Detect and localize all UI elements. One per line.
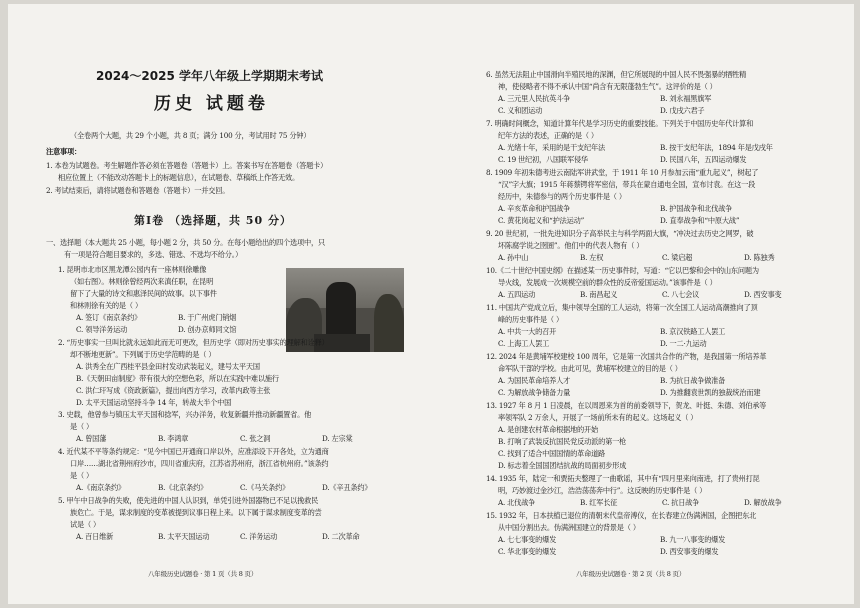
q15-line: 15. 1932 年，日本扶植已退位的清朝末代皇帝溥仪，在长春建立伪满洲国，企图把东北 (486, 511, 757, 520)
q10-line: 导火线，发展成一次规模空前的群众性的反帝爱国运动。”该事件是（ ） (498, 278, 717, 287)
q8-option-c: C. 黄花岗起义和“护法运动” (498, 216, 585, 225)
page-1-footer: 八年级历史试题卷 · 第 1 页（共 8 页） (148, 570, 258, 578)
q8-line: 经历中，朱德参与的两个历史事件是（ ） (498, 192, 626, 201)
q15-option-d: D. 西安事变的爆发 (660, 547, 719, 556)
q8-option-b: B. 护国战争和北伐战争 (660, 204, 733, 213)
q11-line: 峰的历史事件是（ ） (498, 315, 563, 324)
q1-line: 留下了大量的诗文和惠泽民间的故事。以下事件 (70, 289, 217, 298)
q4-line: 口岸……湖北省荆州府沙市，四川省重庆府，江苏省苏州府，浙江省杭州府。”该条约 (70, 459, 329, 468)
q3-option-d: D. 左宗棠 (322, 434, 353, 443)
q10-option-b: B. 南昌起义 (580, 290, 618, 299)
q14-option-d: D. 解放战争 (744, 498, 782, 507)
q9-option-d: D. 陈独秀 (744, 253, 775, 262)
q8-line: “汉”字大旗；1915 年蒋蔡锷将军密信，带兵在蒙自通电全国，宣布讨袁。在这一段 (498, 180, 756, 189)
q11-option-c: C. 上海工人罢工 (498, 339, 550, 348)
q13-option-a: A. 是创建农村革命根据地的开始 (498, 425, 598, 434)
q7-option-b: B. 按干支纪年法，1894 年是戊戌年 (660, 143, 773, 152)
q7-option-a: A. 光绪十年，采用的是干支纪年法 (498, 143, 605, 152)
section-1-intro-cont: 有一项是符合题目要求的，多选、错选、不选均不给分。） (64, 250, 243, 259)
q5-line: 族危亡。于是，谋求制度的变革被提到议事日程上来。以下属于谋求制度变革的尝 (70, 508, 322, 517)
notice-1: 1. 本卷为试题卷。考生解题作答必须在答题卷（答题卡）上。答案书写在答题卷（答题卡） (46, 161, 328, 170)
q5-option-d: D. 二次革命 (322, 532, 360, 541)
part-1-heading: 第Ⅰ卷 （选择题，共 50 分） (134, 214, 292, 227)
q14-line: 明，巧妙渡过金沙江，浩浩荡荡奔中行”。这反映的历史事件是（ ） (498, 486, 707, 495)
q7-option-d: D. 民国八年，五四运动爆发 (660, 155, 747, 164)
q13-option-b: B. 打响了武装反抗国民党反动派的第一枪 (498, 437, 627, 446)
q11-option-a: A. 中共一大的召开 (498, 327, 557, 336)
q13-option-c: C. 找到了适合中国国情的革命道路 (498, 449, 606, 458)
q10-option-d: D. 西安事变 (744, 290, 782, 299)
q4-option-b: B.《北京条约》 (158, 483, 208, 492)
q4-line: 4. 近代某不平等条约规定：“见今中国已开通商口岸以外，应准添设下开各处，立为通商 (58, 447, 329, 456)
q2-option-d: D. 太平天国运动坚持斗争 14 年，转战大半个中国 (76, 398, 232, 407)
q4-option-a: A.《南京条约》 (76, 483, 126, 492)
q2-option-a: A. 洪秀全在广西桂平县金田村发动武装起义，建号太平天国 (76, 362, 260, 371)
q6-line: 6. 虽然无法阻止中国滑向半殖民地的深渊，但它所展现的中国人民不畏强暴的牺牲精 (486, 70, 747, 79)
q5-line: 试是（ ） (70, 520, 101, 529)
q6-line: 神，使侵略者不得不承认中国“尚含有无限蓬勃生气”。这评价的是（ ） (498, 82, 717, 91)
q4-line: 是（ ） (70, 471, 94, 480)
q9-option-c: C. 梁启超 (662, 253, 693, 262)
q8-option-a: A. 辛亥革命和护国战争 (498, 204, 571, 213)
q10-option-a: A. 五四运动 (498, 290, 536, 299)
q11-option-d: D. 一二·九运动 (660, 339, 707, 348)
q1-option-c: C. 领导洋务运动 (76, 325, 128, 334)
q3-option-c: C. 张之洞 (240, 434, 271, 443)
q2-line: 2. “历史事实一旦叫比就永远如此而无可更改，但历史学（即对历史事实的理解和诠释） (58, 338, 329, 347)
q2-option-c: C. 洪仁玕写成《资政新篇》，提出向西方学习，改革内政等主张 (76, 386, 271, 395)
q5-option-b: B. 太平天国运动 (158, 532, 210, 541)
q12-option-c: C. 为解放战争储备力量 (498, 388, 571, 397)
notice-heading: 注意事项： (46, 147, 81, 156)
q9-option-a: A. 孙中山 (498, 253, 529, 262)
q1-option-d: D. 创办京师同文馆 (178, 325, 237, 334)
q1-line: （如右图）。林则徐曾经两次来滇任职，在昆明 (70, 277, 214, 286)
page-2 (436, 4, 846, 604)
q12-option-a: A. 为国民革命培养人才 (498, 376, 571, 385)
q15-option-b: B. 九一八事变的爆发 (660, 535, 726, 544)
exam-info: （全卷两个大题，共 29 个小题，共 8 页；满分 100 分，考试用时 75 分钟） (70, 131, 311, 140)
q8-line: 8. 1909 年初朱德考进云南陆军讲武堂，于 1911 年 10 月参加云南“重九起义”，树起了 (486, 168, 759, 177)
q3-option-b: B. 李鸿章 (158, 434, 189, 443)
q1-option-a: A. 签订《南京条约》 (76, 313, 142, 322)
q6-option-d: D. 戊戌六君子 (660, 106, 705, 115)
q5-option-a: A. 百日维新 (76, 532, 114, 541)
q6-option-a: A. 三元里人民抗英斗争 (498, 94, 571, 103)
q12-option-d: D. 为推翻袁世凯的独裁统治而建 (660, 388, 761, 397)
q14-option-b: B. 红军长征 (580, 498, 618, 507)
q15-line: 从中国分割出去。伪满洲国建立的背景是（ ） (498, 523, 640, 532)
q10-option-c: C. 八七会议 (662, 290, 700, 299)
q13-line: 率领军队 2 万余人，开展了一场前所未有的起义。这场起义（ ） (498, 413, 698, 422)
subject-title: 历史 试题卷 (154, 94, 269, 114)
q14-line: 14. 1935 年，陆定一和贾拓夫整理了一曲歌谣，其中有“四月里来向南进，打了贵州打昆 (486, 474, 760, 483)
exam-sheet (8, 4, 854, 604)
q7-line: 7. 明确时间概念，知道计算年代是学习历史的重要技能。下列关于中国历史年代计算和 (486, 119, 754, 128)
exam-title: 2024～2025 学年八年级上学期期末考试 (96, 69, 323, 83)
q2-line: 却不断地更新”。下列属于历史学范畴的是（ ） (70, 350, 216, 359)
q12-line: 命军队干部的学校。由此可见，黄埔军校建立的目的是（ ） (498, 364, 682, 373)
q14-option-a: A. 北伐战争 (498, 498, 536, 507)
q1-line: 和林则徐有关的是（ ） (70, 301, 142, 310)
q3-line: 3. 史载，他曾参与镇压太平天国和捻军，兴办洋务，收复新疆并推动新疆置省。他 (58, 410, 312, 419)
q5-option-c: C. 洋务运动 (240, 532, 278, 541)
q11-line: 11. 中国共产党成立后，集中领导全国的工人运动，将第一次全国工人运动高潮推向了顶 (486, 303, 758, 312)
q15-option-c: C. 华北事变的爆发 (498, 547, 557, 556)
q3-line: 是（ ） (70, 422, 94, 431)
q7-line: 纪年方法的表述，正确的是（ ） (498, 131, 598, 140)
q6-option-b: B. 刘永福黑旗军 (660, 94, 712, 103)
page-1 (8, 4, 418, 604)
q10-line: 10.《二十世纪中国史纲》在描述某一历史事件时，写道：“它以巴黎和会中的山东问题为 (486, 266, 759, 275)
q15-option-a: A. 七七事变的爆发 (498, 535, 557, 544)
q1-line: 1. 昆明市北市区黑龙潭公园内有一座林则徐雕像 (58, 265, 207, 274)
q3-option-a: A. 曾国藩 (76, 434, 107, 443)
q13-option-d: D. 标志着全国国团结抗战的局面初步形成 (498, 461, 627, 470)
q2-option-b: B.《天朝田亩制度》带有很大的空想色彩，所以在实践中难以施行 (76, 374, 279, 383)
q9-line: 9. 20 世纪初，一批先进知识分子高举民主与科学两面大旗，“冲决过去历史之网罗，破 (486, 229, 754, 238)
q14-option-c: C. 抗日战争 (662, 498, 700, 507)
q9-option-b: B. 左权 (580, 253, 604, 262)
q11-option-b: B. 京汉铁路工人罢工 (660, 327, 726, 336)
q12-option-b: B. 为抗日战争做准备 (660, 376, 726, 385)
q5-line: 5. 甲午中日战争的失败，使先进的中国人认识到，单凭引进外国器物已不足以挽救民 (58, 496, 319, 505)
q8-option-d: D. 直奉战争和“中原大战” (660, 216, 740, 225)
q4-option-d: D.《辛丑条约》 (322, 483, 372, 492)
q1-option-b: B. 于广州虎门销烟 (178, 313, 237, 322)
q13-line: 13. 1927 年 8 月 1 日凌晨，在以周恩来为首的前委领导下，贺龙、叶挺、朱德、刘伯承等 (486, 401, 767, 410)
notice-1-cont: 相应位置上（不能改动答题卡上的标题信息），在试题卷、草稿纸上作答无效。 (58, 173, 299, 182)
notice-2: 2. 考试结束后，请将试题卷和答题卷（答题卡）一并交回。 (46, 186, 230, 195)
q12-line: 12. 2024 年是黄埔军校建校 100 周年，它是第一次国共合作的产物，是我国第一所培养革 (486, 352, 767, 361)
q4-option-c: C.《马关条约》 (240, 483, 290, 492)
section-1-intro: 一、选择题（本大题共 25 小题，每小题 2 分，共 50 分。在每小题给出的四个选项中，只 (46, 238, 325, 247)
q6-option-c: C. 义和团运动 (498, 106, 543, 115)
q7-option-c: C. 19 世纪初，八国联军侵华 (498, 155, 588, 164)
q9-line: 坏陈腐学说之囹圄”。他们中的代表人物有（ ） (498, 241, 644, 250)
page-2-footer: 八年级历史试题卷 · 第 2 页（共 8 页） (576, 570, 686, 578)
